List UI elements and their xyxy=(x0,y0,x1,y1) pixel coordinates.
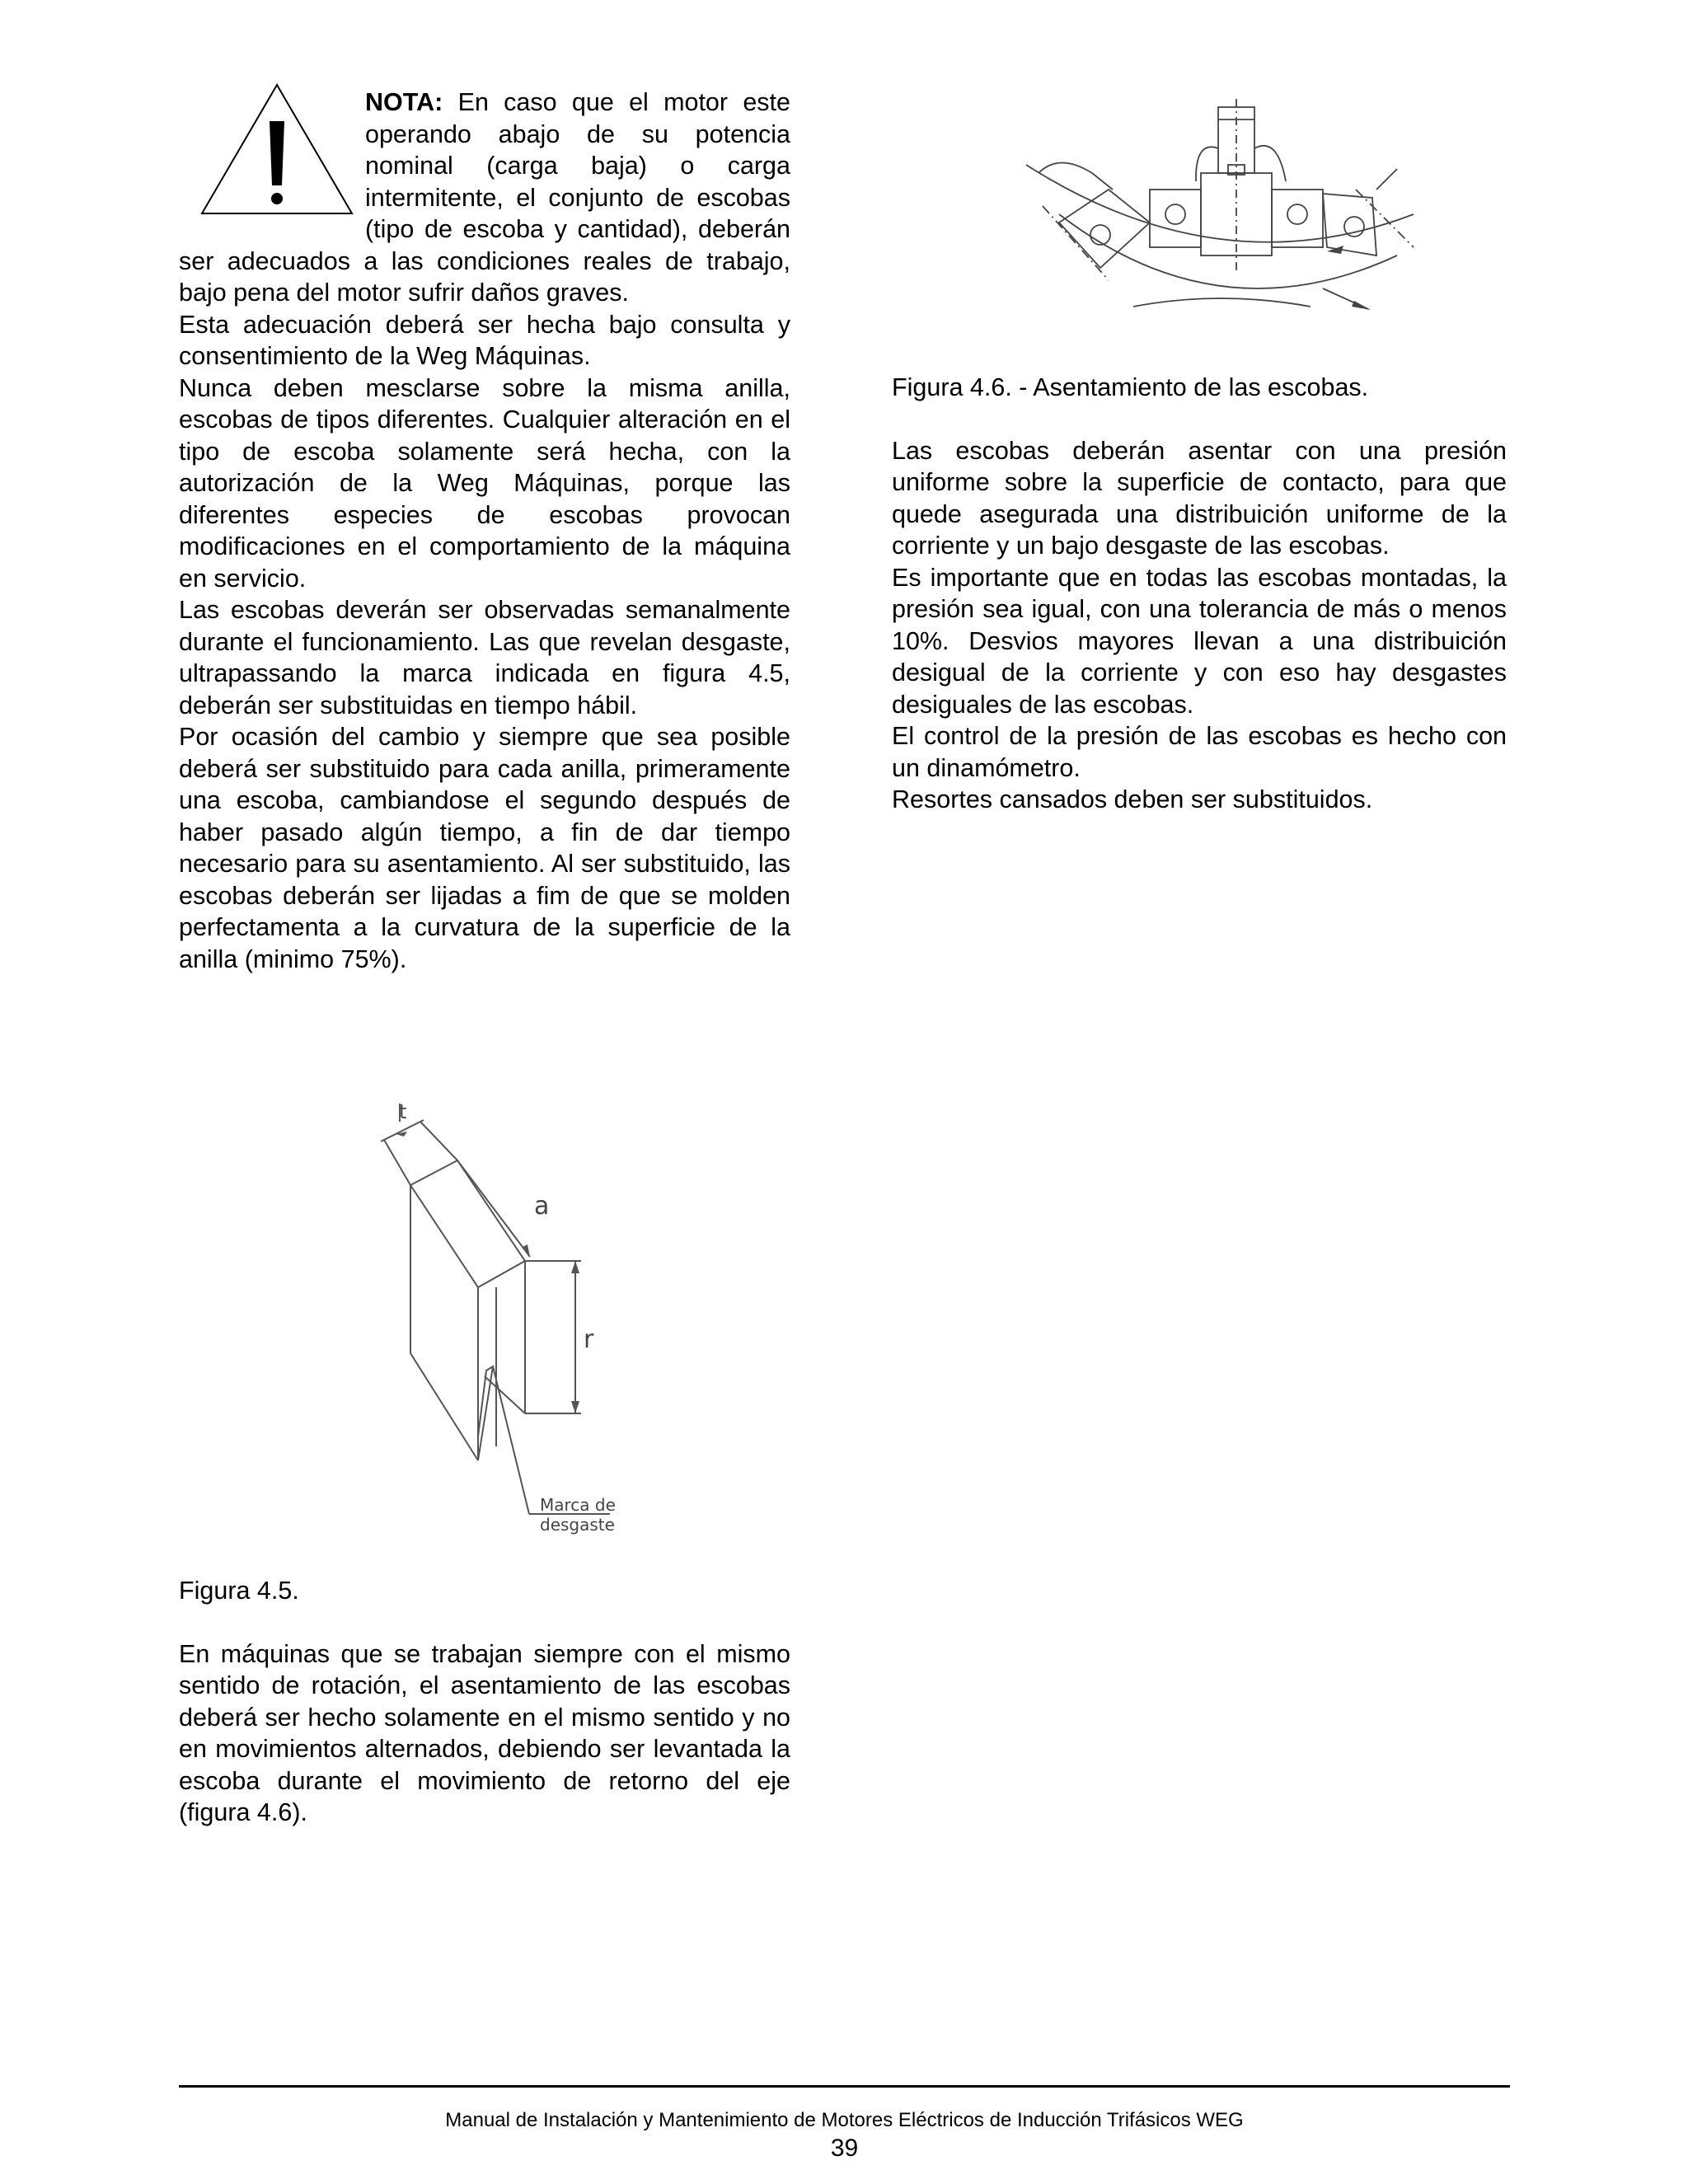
figure-4-5-caption: Figura 4.5. xyxy=(179,1577,299,1605)
right-column xyxy=(892,372,1507,816)
paragraph-pressure-tolerance: Es importante que en todas las escobas montadas, la presión sea igual, con una tolerancia de más o menos 10%. Desvios mayores llevan a una distribuición desigual de la corriente y con eso hay desgastes desiguales de las escobas. xyxy=(892,563,1507,719)
figure-4-6-brush-seating-drawing xyxy=(1010,91,1418,321)
footer-title: Manual de Instalación y Mantenimiento de Motores Eléctricos de Inducción Trifásicos WEG xyxy=(445,2109,1244,2131)
paragraph-rotation-direction: En máquinas que se trabajan siempre con el mismo sentido de rotación, el asentamiento de las escobas deberá ser hecho solamente en el mismo sentido y no en movimientos alternados, debiendo ser levantada la escoba durante el movimiento de retorno del eje (figura 4.6). xyxy=(179,1639,790,1826)
footer-divider xyxy=(179,2085,1510,2088)
figure-4-5-brush-drawing xyxy=(363,1100,635,1545)
warning-triangle-icon xyxy=(199,82,355,218)
note-label: NOTA: xyxy=(365,88,443,116)
paragraph-consultation: Esta adecuación deberá ser hecha bajo consulta y consentimiento de la Weg Máquinas. xyxy=(179,310,790,370)
dimension-r-label: r xyxy=(584,1325,594,1354)
paragraph-springs: Resortes cansados deben ser substituidos. xyxy=(892,785,1373,813)
paragraph-dynamometer: El control de la presión de las escobas es hecho con un dinamómetro. xyxy=(892,722,1507,782)
dimension-t-label: t xyxy=(399,1100,407,1123)
paragraph-uniform-pressure: Las escobas deberán asentar con una presión uniforme sobre la superficie de contacto, para que quede asegurada una distribuición uniforme de la corriente y un bajo desgaste de las escobas. xyxy=(892,436,1507,560)
dimension-a-label: a xyxy=(534,1192,550,1221)
left-column xyxy=(179,87,790,975)
note-block xyxy=(179,87,790,309)
paragraph-replacement: Por ocasión del cambio y siempre que sea posible deberá ser substituido para cada anilla, primeramente una escoba, cambiandose el segundo después de haber pasado algún tiempo, a fin de dar tiempo necesario para su asentamiento. Al ser substituido, las escobas deberán ser lijadas a fim de que se molden perfectamenta a la curvatura de la superficie de la anilla (minimo 75%). xyxy=(179,723,790,973)
wear-mark-label-line1: Marca de xyxy=(540,1495,616,1515)
paragraph-weekly-inspection: Las escobas deverán ser observadas semanalmente durante el funcionamiento. Las que revelan desgaste, ultrapassando la marca indicada en figura 4.5, deberán ser substituidas en tiempo hábil. xyxy=(179,596,790,719)
figure-4-6-caption: Figura 4.6. - Asentamiento de las escobas. xyxy=(892,373,1369,401)
paragraph-brush-mixing: Nunca deben mesclarse sobre la misma anilla, escobas de tipos diferentes. Cualquier alteración en el tipo de escoba solamente será hecha, con la autorización de la Weg Máquinas, porque las diferentes especies de escobas provocan modificaciones en el comportamiento de la máquina en servicio. xyxy=(179,373,790,593)
page-number: 39 xyxy=(830,2135,859,2162)
figure-4-5-caption-block xyxy=(179,1575,790,1829)
wear-mark-label-line2: desgaste xyxy=(540,1515,615,1535)
note-text: En caso que el motor este operando abajo de su potencia nominal (carga baja) o carga intermitente, el conjunto de escobas (tipo de escoba y cantidad), deberán ser adecuados a las condiciones reales de trabajo, bajo pena del motor sufrir daños graves. xyxy=(179,88,790,307)
